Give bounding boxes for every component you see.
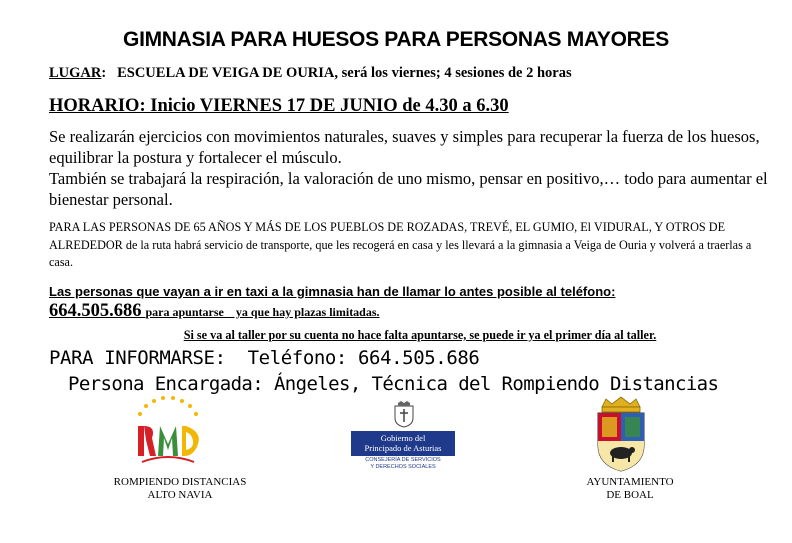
lugar-text: ESCUELA DE VEIGA DE OURIA, será los viernes; 4 sesiones de 2 horas (117, 65, 572, 81)
lugar-label: LUGAR (49, 65, 102, 81)
transport-note: PARA LAS PERSONAS DE 65 AÑOS Y MÁS DE LOS PUEBLOS DE ROZADAS, TREVÉ, EL GUMIO, El VIDURAL, Y OTROS DE ALREDEDOR de la ruta habrá servicio de transporte, que les recogerá en casa y les llevará a la gimnasia a Veiga de Ouria y volverá a traerlas a casa. (49, 220, 752, 269)
description-line-2: También se trabajará la respiración, la valoración de uno mismo, pensar en positivo,… todo para aumentar el bienestar personal. (49, 169, 768, 209)
taxi-note: Las personas que vayan a ir en taxi a la gimnasia han de llamar lo antes posible al teléfono: (49, 284, 616, 299)
asturias-subtitle (351, 457, 455, 471)
info-line (49, 347, 479, 369)
horario-text: : Inicio VIERNES 17 DE JUNIO de 4.30 a 6.30 (139, 96, 509, 116)
lugar-line (49, 65, 572, 82)
rmd-caption-line-1: ROMPIENDO DISTANCIAS (113, 476, 247, 488)
lugar-colon: : (101, 65, 107, 81)
info-label: PARA INFORMARSE: (49, 347, 226, 369)
horario-line (49, 96, 509, 117)
info-phone: Teléfono: 664.505.686 (247, 347, 480, 369)
asturias-crest-icon (393, 400, 415, 428)
phone-suffix: para apuntarse ya que hay plazas limitadas. (145, 305, 380, 319)
phone-number: 664.505.686 (49, 301, 142, 321)
rmd-caption-line-2: ALTO NAVIA (147, 489, 213, 501)
rmd-logo (128, 392, 208, 472)
encargada-line: Persona Encargada: Ángeles, Técnica del Rompiendo Distancias (68, 373, 719, 395)
boal-caption (560, 476, 700, 502)
asturias-divider (351, 455, 455, 456)
description (49, 126, 769, 210)
page-title: GIMNASIA PARA HUESOS PARA PERSONAS MAYORES (123, 28, 669, 51)
boal-caption-line-1: AYUNTAMIENTO (586, 476, 674, 488)
taller-note: Si se va al taller por su cuenta no hace falta apuntarse, se puede ir ya el primer día al taller. (183, 328, 657, 342)
asturias-logo (351, 431, 455, 455)
description-line-1: Se realizarán ejercicios con movimientos naturales, suaves y simples para recuperar la fuerza de los huesos, equilibrar la postura y fortalecer el músculo. (49, 127, 760, 167)
asturias-line-2: Principado de Asturias (364, 443, 442, 453)
rmd-caption (105, 476, 255, 502)
boal-crest-icon (594, 395, 648, 473)
asturias-sub-2: Y DERECHOS SOCIALES (370, 464, 436, 470)
phone-line (49, 301, 380, 322)
horario-label: HORARIO (49, 96, 140, 116)
boal-caption-line-2: DE BOAL (606, 489, 654, 501)
asturias-line-1: Gobierno del (380, 433, 426, 443)
rmd-logo-graphic (128, 392, 208, 472)
asturias-sub-1: CONSEJERÍA DE SERVICIOS (365, 457, 441, 463)
